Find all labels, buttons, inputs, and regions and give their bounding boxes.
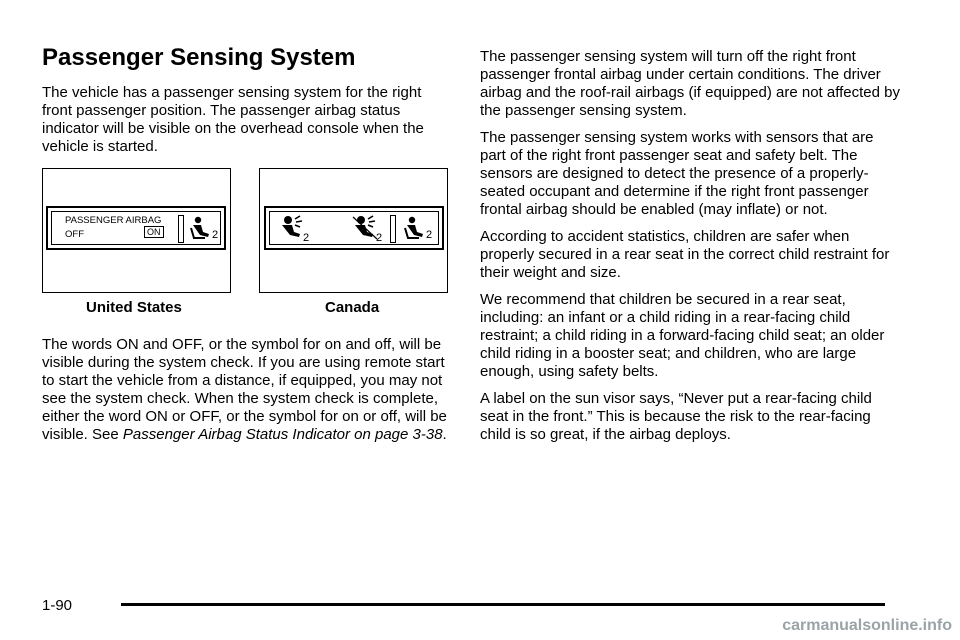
cross-reference-link[interactable]: Passenger Airbag Status Indicator on page 3-38 xyxy=(122,426,443,443)
page-title: Passenger Sensing System xyxy=(42,44,356,71)
indicator-slot xyxy=(390,215,396,243)
indicator-figures xyxy=(42,168,452,320)
us-icon-number: 2 xyxy=(212,229,219,241)
indicator-slot xyxy=(178,215,184,243)
right-column xyxy=(480,48,900,453)
right-paragraph-1: The passenger sensing system will turn off the right front passenger frontal airbag under certain conditions. The driver airbag and the roof-rail airbags (if equipped) are not affected by the passenger sensing system. xyxy=(480,48,900,119)
canada-indicator-panel xyxy=(264,206,444,250)
airbag-off-symbol-icon xyxy=(351,215,385,243)
intro-paragraph: The vehicle has a passenger sensing system for the right front passenger position. The passenger airbag status indicator will be visible on the overhead console when the vehicle is started. xyxy=(42,84,424,155)
canada-figure-caption: Canada xyxy=(325,299,380,316)
canada-icon-number-1: 2 xyxy=(303,232,310,243)
us-indicator-panel xyxy=(46,206,226,250)
canada-icon-number-3: 2 xyxy=(426,229,433,241)
us-off-label: OFF xyxy=(65,229,84,240)
us-figure-caption: United States xyxy=(86,299,182,316)
airbag-occupant-icon xyxy=(189,216,221,242)
page-number: 1-90 xyxy=(42,597,73,614)
canada-indicator-figure xyxy=(259,168,448,293)
right-paragraph-5: A label on the sun visor says, “Never put a rear-facing child seat in the front.” This is because the risk to the rear-facing child is so great, if the airbag deploys. xyxy=(480,390,872,443)
us-passenger-airbag-label: PASSENGER AIRBAG xyxy=(65,215,162,226)
right-paragraph-4: We recommend that children be secured in a rear seat, including: an infant or a child riding in a rear-facing child restraint; a child riding in a forward-facing child seat; an older child riding in a booster seat; and children, who are large enough, using safety belts. xyxy=(480,291,885,380)
left-column xyxy=(42,44,452,453)
us-on-label: ON xyxy=(144,226,164,238)
us-indicator-figure xyxy=(42,168,231,293)
airbag-on-symbol-icon xyxy=(278,215,312,243)
watermark: carmanualsonline.info xyxy=(782,617,952,634)
right-paragraph-2: The passenger sensing system works with sensors that are part of the right front passenger seat and safety belt. The sensors are designed to detect the presence of a properly-seated occupant and determine if the right front passenger frontal airbag should be enabled (may inflate) or not. xyxy=(480,129,874,218)
right-paragraph-3: According to accident statistics, children are safer when properly secured in a rear seat in the correct child restraint for their weight and size. xyxy=(480,228,890,281)
system-check-paragraph: The words ON and OFF, or the symbol for on and off, will be visible during the system check. If you are using remote start to start the vehicle from a distance, if equipped, you may not see the system check. When the system check is complete, either the word ON or OFF, or the symbol for on or off, will be visible. See Passenger Airbag Status Indicator on page 3-38. xyxy=(42,336,447,443)
footer-rule xyxy=(121,603,885,606)
airbag-occupant-icon xyxy=(403,216,437,242)
canada-icon-number-2: 2 xyxy=(376,232,383,243)
